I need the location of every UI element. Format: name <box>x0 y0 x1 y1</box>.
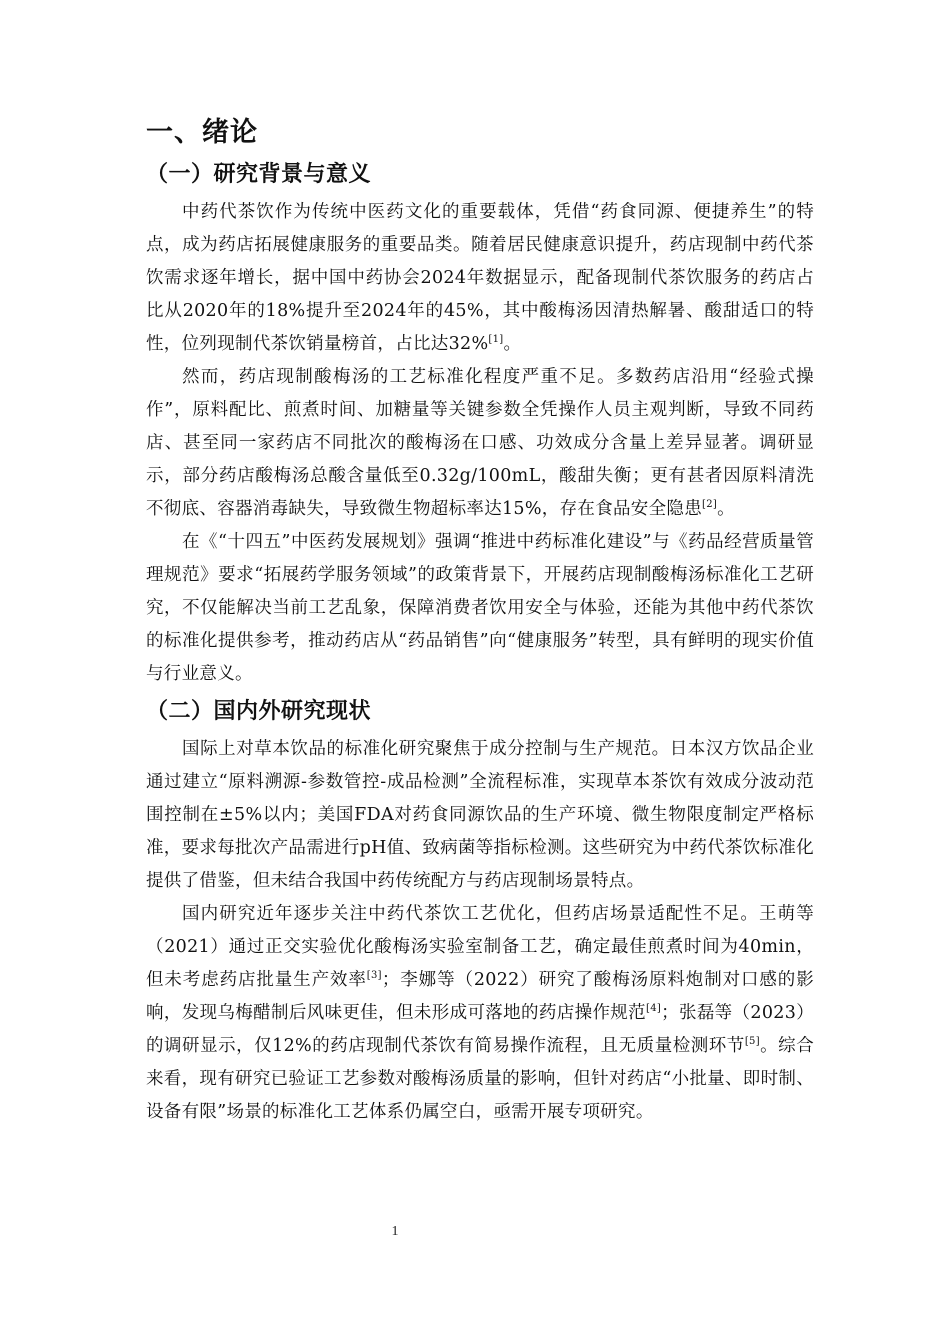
paragraph <box>146 196 814 361</box>
paragraph-text: ；张磊等（2023）的调研显示，仅12%的药店现制代茶饮有简易操作流程，且无质量检测环节 <box>146 1003 814 1056</box>
paragraph <box>146 361 814 526</box>
chapter-title: 一、绪论 <box>146 117 258 148</box>
paragraph-text: ；李娜等（2022）研究了酸梅汤原料炮制对口感的影响，发现乌梅醋制后风味更佳，但未形成可落地的药店操作规范 <box>146 970 814 1023</box>
paragraph-text: 国内研究近年逐步关注中药代茶饮工艺优化，但药店场景适配性不足。王萌等（2021）通过正交实验优化酸梅汤实验室制备工艺，确定最佳煎煮时间为40min，但未考虑药店批量生产效率 <box>146 904 814 990</box>
section-title-background: （一）研究背景与意义 <box>146 162 372 187</box>
page-content <box>146 112 814 1129</box>
page-number: 1 <box>391 1224 399 1239</box>
paragraph <box>146 733 814 898</box>
paragraph-tail: 。 <box>717 499 735 519</box>
paragraph-text: 中药代茶饮作为传统中医药文化的重要载体，凭借“药食同源、便捷养生”的特点，成为药店拓展健康服务的重要品类。随着居民健康意识提升，药店现制中药代茶饮需求逐年增长，据中国中药协会2024年数据显示，配备现制代茶饮服务的药店占比从2020年的18%提升至2024年的45%，其中酸梅汤因清热解暑、酸甜适口的特性，位列现制代茶饮销量榜首，占比达32% <box>146 202 814 354</box>
paragraph-text: 。综合来看，现有研究已验证工艺参数对酸梅汤质量的影响，但针对药店“小批量、即时制、设备有限”场景的标准化工艺体系仍属空白，亟需开展专项研究。 <box>146 1036 815 1122</box>
citation: [4] <box>646 1003 662 1015</box>
paragraph-text: 在《“十四五”中医药发展规划》强调“推进中药标准化建设”与《药品经营质量管理规范》要求“拓展药学服务领域”的政策背景下，开展药店现制酸梅汤标准化工艺研究，不仅能解决当前工艺乱象，保障消费者饮用安全与体验，还能为其他中药代茶饮的标准化提供参考，推动药店从“药品销售”向“健康服务”转型，具有鲜明的现实价值与行业意义。 <box>146 532 814 684</box>
paragraph-tail: 。 <box>503 334 522 354</box>
section-title-research-status: （二）国内外研究现状 <box>146 699 372 724</box>
citation: [5] <box>744 1036 760 1048</box>
paragraph-text: 然而，药店现制酸梅汤的工艺标准化程度严重不足。多数药店沿用“经验式操作”，原料配比、煎煮时间、加糖量等关键参数全凭操作人员主观判断，导致不同药店、甚至同一家药店不同批次的酸梅汤在口感、功效成分含量上差异显著。调研显示，部分药店酸梅汤总酸含量低至0.32g/100mL，酸甜失衡；更有甚者因原料清洗不彻底、容器消毒缺失，导致微生物超标率达15%，存在食品安全隐患 <box>146 367 814 519</box>
citation: [1] <box>488 334 504 346</box>
paragraph-text: 国际上对草本饮品的标准化研究聚焦于成分控制与生产规范。日本汉方饮品企业通过建立“原料溯源-参数管控-成品检测”全流程标准，实现草本茶饮有效成分波动范围控制在±5%以内；美国FDA对药食同源饮品的生产环境、微生物限度制定严格标准，要求每批次产品需进行pH值、致病菌等指标检测。这些研究为中药代茶饮标准化提供了借鉴，但未结合我国中药传统配方与药店现制场景特点。 <box>146 739 814 891</box>
paragraph <box>146 898 814 1129</box>
paragraph <box>146 526 814 691</box>
citation: [2] <box>702 499 718 511</box>
citation: [3] <box>366 970 382 982</box>
